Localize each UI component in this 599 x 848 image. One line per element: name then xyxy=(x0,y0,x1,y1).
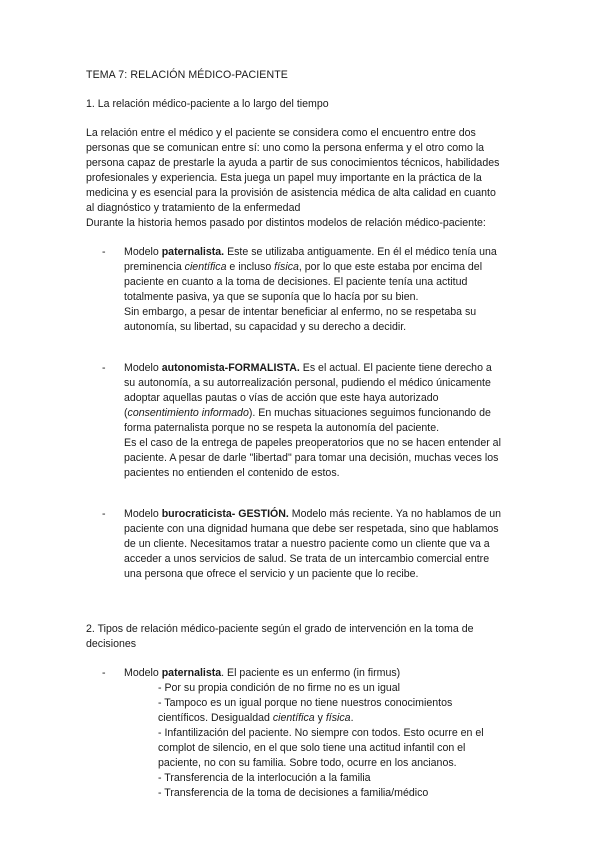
bullet-text: Este se utilizaba antiguamente. En él el médico tenía una preminencia xyxy=(124,246,497,273)
bullet-italic: consentimiento informado xyxy=(127,407,249,419)
bullet-text: e incluso xyxy=(226,261,275,273)
sub-text: científicos. Desigualdad xyxy=(158,712,273,724)
bullet-dash: - xyxy=(102,362,106,374)
bullet-italic: científica xyxy=(184,261,227,273)
sub-item: - Transferencia de la interlocución a la familia xyxy=(158,772,371,784)
sub-item-continuation xyxy=(158,711,503,726)
models-lead-paragraph: Durante la historia hemos pasado por distintos modelos de relación médico-paciente: xyxy=(86,217,486,229)
bullet-bold-term: paternalista. xyxy=(161,246,225,258)
bullet-prefix: Modelo xyxy=(124,508,162,520)
sub-item: - Tampoco es un igual porque no tiene nuestros conocimientos xyxy=(158,697,453,709)
bullet-bold-term: burocraticista- GESTIÓN. xyxy=(161,508,289,520)
sub-item-continuation: complot de silencio, en el que solo tiene una actitud infantil con el paciente, no con su familia. Sobre todo, ocurre en los ancianos. xyxy=(158,742,466,769)
list-item-paternalista xyxy=(86,245,503,335)
intro-paragraph: La relación entre el médico y el paciente se considera como el encuentro entre dos personas que se comunican entre sí: uno como la persona enferma y el otro como la persona capaz de prestarle la ayuda a partir de sus conocimientos técnicos, habilidades profesionales y experiencia. Esta juega un papel muy importante en la práctica de la medicina y es esencial para la provisión de asistencia médica de alta calidad en cuanto al diagnóstico y tratamiento de la enfermedad xyxy=(86,127,500,214)
bullet-text: ). En muchas situaciones seguimos funcionando de forma paternalista porque no se respeta la autonomía del paciente. xyxy=(124,407,491,434)
sub-italic: científica xyxy=(272,712,315,724)
bullet-dash: - xyxy=(102,246,106,258)
sub-item: - Por su propia condición de no firme no es un igual xyxy=(158,682,401,694)
bullet-text: Es el actual. El paciente tiene derecho a su autonomía, a su autorrealización personal, pudiendo el médico únicamente adoptar aquellas pautas o vías de acción que este haya autorizado ( xyxy=(124,362,492,419)
bullet-body xyxy=(124,666,503,681)
bullet-bold-term: autonomista-FORMALISTA. xyxy=(161,362,300,374)
list-item-autonomista xyxy=(86,361,503,481)
bullet-text: , por lo que este estaba por encima del paciente en cuanto a la toma de decisiones. El paciente tenía una actitud totalmente pasiva, ya que se suponía que lo hacía por su bien. xyxy=(124,261,483,303)
bullet-body xyxy=(124,245,503,305)
sub-text: y xyxy=(314,712,326,724)
sub-item: - Transferencia de la toma de decisiones a familia/médico xyxy=(158,787,429,799)
sub-item: - Infantilización del paciente. No siempre con todos. Esto ocurre en el xyxy=(158,727,484,739)
section-2-heading: 2. Tipos de relación médico-paciente según el grado de intervención en la toma de decisiones xyxy=(86,623,474,650)
bullet-prefix: Modelo xyxy=(124,362,162,374)
sub-text: . xyxy=(350,712,354,724)
bullet-dash: - xyxy=(102,508,106,520)
list-item-paternalista-2 xyxy=(86,666,503,681)
list-item-burocraticista xyxy=(86,507,503,582)
bullet-body xyxy=(124,361,503,436)
sub-list xyxy=(86,681,503,801)
bullet-text: Modelo más reciente. Ya no hablamos de un paciente con una dignidad humana que debe ser respetada, sino que hablamos de un cliente. Necesitamos tratar a nuestro paciente como un cliente que va a acceder a unos servicios de salud. Se trata de un intercambio comercial entre una persona que ofrece el servicio y un paciente que lo recibe. xyxy=(124,508,502,580)
section-1-heading: 1. La relación médico-paciente a lo largo del tiempo xyxy=(86,98,329,110)
bullet-prefix: Modelo xyxy=(124,246,162,258)
bullet-continuation: Sin embargo, a pesar de intentar beneficiar al enfermo, no se respetaba su autonomía, su libertad, su capacidad y su derecho a decidir. xyxy=(124,306,477,333)
bullet-continuation: Es el caso de la entrega de papeles preoperatorios que no se hacen entender al paciente. A pesar de darle "libertad" para tomar una decisión, muchas veces los pacientes no entienden el contenido de estos. xyxy=(124,437,501,479)
document-title: TEMA 7: RELACIÓN MÉDICO-PACIENTE xyxy=(86,69,288,81)
bullet-bold-term: paternalista xyxy=(161,667,222,679)
sub-italic: física xyxy=(325,712,351,724)
bullet-dash: - xyxy=(102,667,106,679)
bullet-body xyxy=(124,507,503,582)
bullet-prefix: Modelo xyxy=(124,667,162,679)
bullet-text: . El paciente es un enfermo (in firmus) xyxy=(221,667,401,679)
bullet-italic: física xyxy=(274,261,299,273)
